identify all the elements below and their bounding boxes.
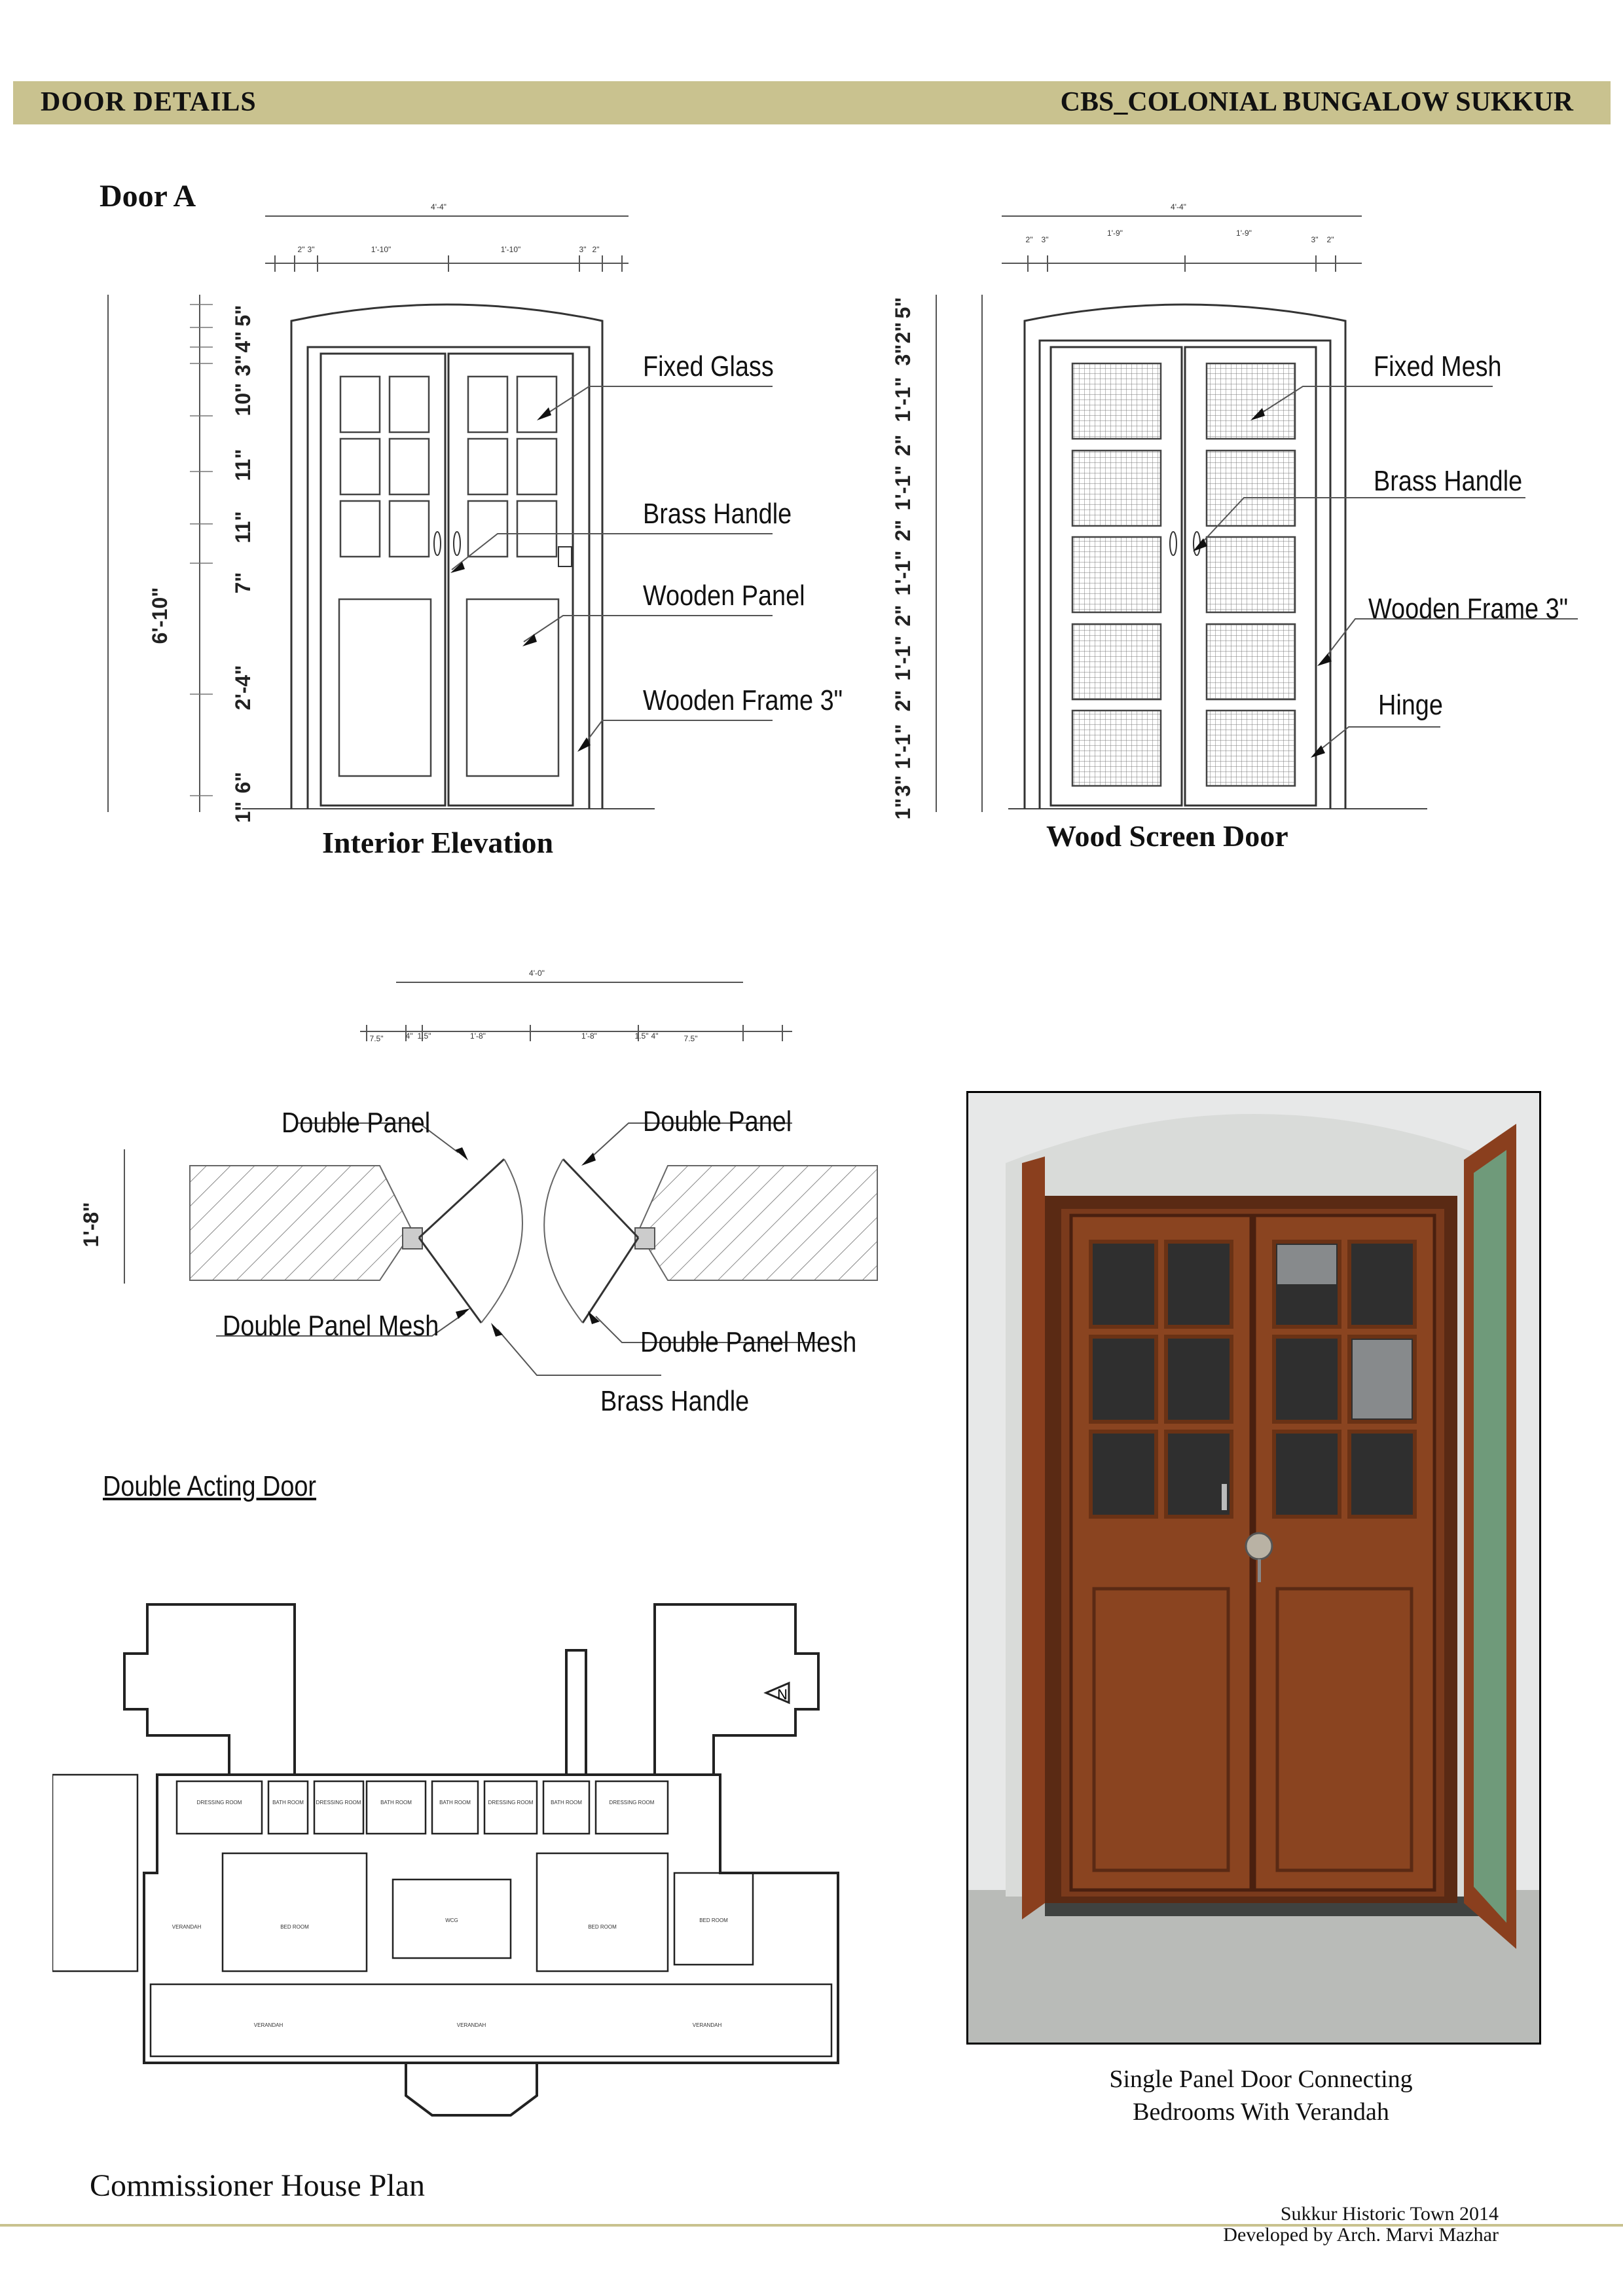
dim-w6: 2" (592, 245, 600, 254)
room-label: VERANDAH (172, 1924, 202, 1930)
footer-credit (1223, 2204, 1499, 2246)
screen-door-caption: Wood Screen Door (1046, 819, 1288, 853)
screen-dim-overall-width: 4'-4" (1171, 202, 1186, 212)
screen-dim-w2: 3" (1041, 235, 1049, 244)
screen-dim-h5: 2" (891, 434, 915, 456)
screen-dim-w5: 3" (1311, 235, 1319, 244)
screen-dim-h3: 3" (891, 344, 915, 366)
callout-double-panel-mesh-left: Double Panel Mesh (223, 1310, 439, 1342)
da-dim-w1: 7.5" (369, 1034, 384, 1043)
callout-double-panel-mesh-right: Double Panel Mesh (640, 1326, 857, 1358)
page-title: DOOR DETAILS (41, 87, 257, 117)
dim-overall-height: 6'-10" (148, 587, 172, 644)
room-label: BATH ROOM (551, 1800, 582, 1805)
da-dim-overall-width: 4'-0" (529, 969, 545, 978)
screen-dim-h2: 2" (891, 322, 915, 344)
screen-dim-h10: 1'-1" (891, 635, 915, 681)
screen-dim-w3: 1'-9" (1107, 229, 1123, 238)
dim-w1: 2" (297, 245, 305, 254)
dim-overall-width: 4'-4" (431, 202, 447, 212)
photo-caption-line2: Bedrooms With Verandah (1133, 2098, 1389, 2126)
dim-h2: 4" (231, 331, 255, 353)
footer-line2: Developed by Arch. Marvi Mazhar (1223, 2224, 1499, 2246)
callout-da-brass-handle: Brass Handle (600, 1385, 750, 1417)
screen-dim-h12: 1'-1" (891, 724, 915, 769)
door-a-title: Door A (100, 179, 196, 213)
screen-dim-w4: 1'-9" (1236, 229, 1252, 238)
dim-w3: 1'-10" (371, 245, 392, 254)
da-dim-w2: 4" (405, 1031, 413, 1041)
door-photo (966, 1091, 1541, 2045)
callout-screen-wooden-frame: Wooden Frame 3" (1368, 593, 1569, 625)
callout-wooden-frame: Wooden Frame 3" (643, 684, 843, 716)
screen-dim-h11: 2" (891, 690, 915, 712)
dim-w2: 3" (307, 245, 315, 254)
commissioner-house-plan-drawing (52, 1578, 877, 2135)
screen-dim-w1: 2" (1025, 235, 1033, 244)
screen-dim-h14: 1" (891, 798, 915, 820)
da-dim-depth: 1'-8" (79, 1202, 103, 1248)
footer-line1: Sukkur Historic Town 2014 (1280, 2203, 1499, 2225)
north-label: N (777, 1686, 788, 1703)
da-dim-w6: 1.5" (634, 1031, 649, 1041)
callout-hinge: Hinge (1378, 689, 1443, 721)
da-dim-w4: 1'-8" (470, 1031, 486, 1041)
callout-double-panel-right: Double Panel (643, 1105, 792, 1138)
screen-dim-h8: 1'-1" (891, 550, 915, 596)
room-label: VERANDAH (456, 2022, 486, 2028)
room-label: BED ROOM (699, 1917, 728, 1923)
room-label: BATH ROOM (439, 1800, 471, 1805)
screen-dim-h7: 2" (891, 519, 915, 542)
double-acting-title: Double Acting Door (103, 1470, 317, 1502)
room-label: VERANDAH (253, 2022, 283, 2028)
dim-h8: 2'-4" (231, 665, 255, 711)
screen-dim-h1: 5" (891, 297, 915, 319)
dim-h5: 11" (231, 449, 255, 481)
screen-dim-w6: 2" (1326, 235, 1334, 244)
da-dim-w3: 1.5" (417, 1031, 431, 1041)
photo-caption-line1: Single Panel Door Connecting (1109, 2065, 1413, 2093)
photo-caption (1032, 2063, 1490, 2128)
room-label: DRESSING ROOM (196, 1800, 242, 1805)
callout-fixed-glass: Fixed Glass (643, 350, 774, 382)
screen-dim-h9: 2" (891, 604, 915, 627)
room-label: BATH ROOM (272, 1800, 304, 1805)
dim-h10: 1" (231, 801, 255, 823)
screen-dim-h13: 3" (891, 775, 915, 797)
room-label: WCG (445, 1917, 458, 1923)
dim-h7: 7" (231, 572, 255, 594)
callout-screen-brass-handle: Brass Handle (1374, 465, 1523, 497)
room-label: DRESSING ROOM (316, 1800, 361, 1805)
callout-wooden-panel: Wooden Panel (643, 580, 805, 612)
dim-w4: 1'-10" (500, 245, 521, 254)
room-label: BED ROOM (280, 1924, 309, 1930)
da-dim-w5: 1'-8" (581, 1031, 597, 1041)
callout-fixed-mesh: Fixed Mesh (1374, 350, 1502, 382)
dim-h1: 5" (231, 305, 255, 327)
plan-title: Commissioner House Plan (90, 2168, 425, 2203)
room-label: DRESSING ROOM (609, 1800, 655, 1805)
interior-elevation-caption: Interior Elevation (322, 826, 554, 859)
dim-w5: 3" (579, 245, 587, 254)
room-label: VERANDAH (692, 2022, 722, 2028)
dim-h6: 11" (231, 511, 255, 544)
room-label: DRESSING ROOM (488, 1800, 534, 1805)
callout-brass-handle: Brass Handle (643, 498, 792, 530)
da-dim-w7: 4" (651, 1031, 659, 1041)
room-label: BED ROOM (588, 1924, 617, 1930)
dim-h3: 3" (231, 354, 255, 377)
callout-double-panel-left: Double Panel (282, 1107, 431, 1139)
screen-door-drawing (890, 190, 1611, 845)
screen-dim-h4: 1'-1" (891, 377, 915, 422)
room-label: BATH ROOM (380, 1800, 412, 1805)
da-dim-w8: 7.5" (684, 1034, 698, 1043)
screen-dim-h6: 1'-1" (891, 465, 915, 511)
double-acting-door-drawing (79, 956, 930, 1441)
project-title: CBS_COLONIAL BUNGALOW SUKKUR (1060, 87, 1573, 117)
dim-h4: 10" (231, 382, 255, 417)
dim-h9: 6" (231, 771, 255, 794)
